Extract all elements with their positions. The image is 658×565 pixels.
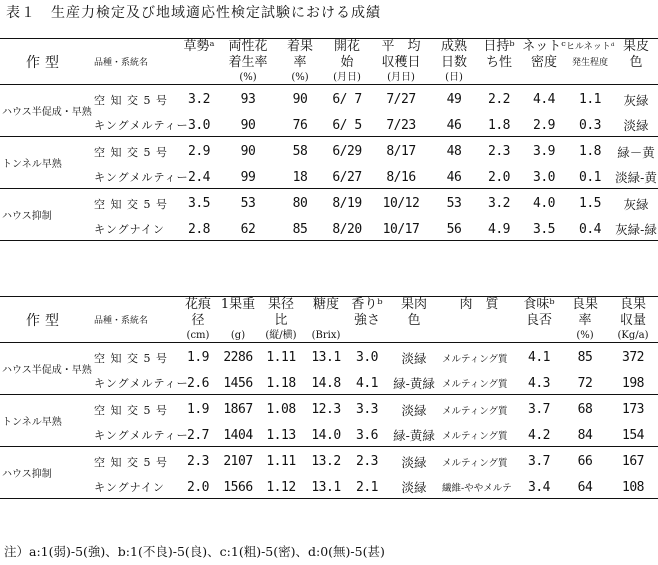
texture-value: メルティング質 [442,457,508,469]
cultivar-name: 空 知 交 5 号 [94,351,168,365]
aroma-value: 3.0 [356,350,378,366]
hermaphrodite-value: 62 [220,219,276,241]
header-yield-unit: (Kg/a) [617,330,649,341]
net-value: 3.5 [522,219,566,241]
ripening-value: 53 [446,196,462,212]
fruitset-value: 58 [292,144,308,160]
harvest-value: 7/23 [370,115,432,137]
taste-value: 3.7 [528,402,550,418]
flesh-color: 淡緑 [401,454,427,470]
rind-color: 灰緑 [623,196,649,212]
aroma-value: 3.3 [356,402,378,418]
hermaphrodite-value: 53 [240,196,256,212]
shelf-value: 4.9 [476,219,522,241]
ripening-value: 46 [432,167,476,189]
shelf-value: 1.8 [476,115,522,137]
rind-color: 灰緑 [623,92,649,108]
flowering-value: 6/ 5 [324,115,370,137]
crack-value: 1.5 [579,196,601,212]
yield-value: 198 [608,373,658,395]
header-flowering: 開花 [333,39,360,54]
aroma-value: 2.3 [356,454,378,470]
header-harvest-2: 収穫日 [381,55,421,70]
header-hermaphrodite-unit: (%) [239,72,257,83]
cultivar-name: 空 知 交 5 号 [94,197,168,211]
net-value: 3.9 [533,144,555,160]
header-scar-unit: (cm) [186,330,210,341]
crack-value: 1.1 [579,92,601,108]
net-value: 2.9 [522,115,566,137]
ripening-value: 49 [446,92,462,108]
net-value: 4.4 [533,92,555,108]
header-cultivar: 品種・系統名 [94,316,149,326]
texture-value: メルティング質 [442,405,508,417]
good-fruit-rate: 84 [562,425,608,447]
header-yield-2: 収量 [619,313,646,328]
header-shape-unit: (縦/横) [265,330,297,341]
taste-value: 4.3 [516,373,562,395]
cultivar-name: キングメルティー [90,373,178,395]
cultivation-type: トンネル早熟 [0,137,90,189]
brix-value: 13.2 [311,454,341,470]
yield-value: 108 [608,477,658,499]
flesh-color: 淡緑 [401,350,427,366]
cultivation-type: ハウス抑制 [0,447,90,499]
table-row [0,137,658,167]
cultivar-name: キングナイン [90,219,178,241]
flesh-color: 淡緑 [401,402,427,418]
yield-value: 154 [608,425,658,447]
shelf-value: 2.0 [476,167,522,189]
weight-value: 1867 [223,402,253,418]
header-scar-2: 径 [191,313,205,328]
fruitset-value: 90 [292,92,308,108]
texture-value: メルティング質 [442,425,516,447]
good-fruit-rate: 72 [562,373,608,395]
header-shape: 果径 [267,297,294,312]
header-hermaphrodite-2: 着生率 [228,55,268,70]
cultivar-name: キングナイン [90,477,178,499]
table-row [0,477,658,499]
header-taste-2: 良否 [525,313,552,328]
rind-color: 緑－黄 [617,144,655,160]
header-shape-2: 比 [274,313,288,328]
header-flowering-unit: (月日) [333,72,361,83]
weight-value: 1456 [218,373,258,395]
table-row [0,219,658,241]
header-vigor: 草勢ᵃ [183,39,215,54]
shape-value: 1.12 [258,477,304,499]
header-ripening-2: 日数 [440,55,467,70]
vigor-value: 3.0 [178,115,220,137]
header-brix: 糖度 [312,297,339,312]
cultivar-name: 空 知 交 5 号 [94,93,168,107]
fruitset-value: 76 [276,115,324,137]
good-fruit-rate: 68 [577,402,593,418]
texture-value: メルティング質 [442,353,508,365]
flesh-color: 緑-黄緑 [386,425,442,447]
harvest-value: 7/27 [386,92,416,108]
header-yield: 良果 [619,297,646,312]
vigor-value: 2.4 [178,167,220,189]
header-hermaphrodite: 両性花 [228,39,268,54]
vigor-value: 3.2 [188,92,210,108]
rind-color: 淡緑 [614,115,658,137]
taste-value: 3.7 [528,454,550,470]
header-texture: 肉 質 [459,297,499,312]
header-fruitset-2: 率 [293,55,307,70]
header-cultivar: 品種・系統名 [94,58,149,68]
header-weight: 1果重 [220,297,256,312]
ripening-value: 56 [432,219,476,241]
weight-value: 1404 [218,425,258,447]
header-net-2: 密度 [530,55,557,70]
header-harvest-unit: (月日) [387,72,415,83]
shape-value: 1.11 [266,350,296,366]
crack-value: 0.3 [566,115,614,137]
scar-value: 2.0 [178,477,218,499]
vigor-value: 2.8 [178,219,220,241]
hermaphrodite-value: 90 [220,115,276,137]
header-shelf: 日持ᵇ [483,39,515,54]
harvest-value: 8/16 [370,167,432,189]
header-flesh-2: 色 [407,313,421,328]
brix-value: 13.1 [304,477,348,499]
crack-value: 0.4 [566,219,614,241]
footnote: 注）a:1(弱)-5(強)、b:1(不良)-5(良)、c:1(粗)-5(密)、d:0(無)-5(甚) [4,544,385,559]
shelf-value: 2.2 [488,92,510,108]
cultivar-name: キングメルティー [90,167,178,189]
harvest-value: 10/17 [370,219,432,241]
flowering-value: 8/20 [324,219,370,241]
header-flesh: 果肉 [400,297,427,312]
header-ripening-unit: (日) [445,72,463,83]
aroma-value: 4.1 [348,373,386,395]
table-1 [0,38,658,241]
table-row [0,373,658,395]
table-row [0,425,658,447]
table-row [0,343,658,373]
flesh-color: 淡緑 [386,477,442,499]
flowering-value: 6/29 [332,144,362,160]
aroma-value: 2.1 [348,477,386,499]
yield-value: 372 [622,350,644,366]
good-fruit-rate: 66 [577,454,593,470]
net-value: 3.0 [522,167,566,189]
texture-value: 繊維-ややメルテ [442,477,516,499]
taste-value: 4.1 [528,350,550,366]
crack-value: 1.8 [579,144,601,160]
net-value: 4.0 [533,196,555,212]
header-aroma: 香りᵇ [351,297,383,312]
table-row [0,85,658,115]
header-harvest: 平 均 [381,39,421,54]
cultivation-type: ハウス半促成・早熟 [0,343,90,395]
cultivation-type: ハウス半促成・早熟 [0,85,90,137]
ripening-value: 48 [446,144,462,160]
header-taste: 食味ᵇ [523,297,555,312]
yield-value: 173 [622,402,644,418]
weight-value: 2107 [223,454,253,470]
scar-value: 1.9 [187,350,209,366]
hermaphrodite-value: 90 [240,144,256,160]
cultivar-name: 空 知 交 5 号 [94,403,168,417]
header-crack: ヒルネットᵈ [566,42,615,52]
good-fruit-rate: 64 [562,477,608,499]
header-crack-2: 発生程度 [571,58,608,68]
brix-value: 14.8 [304,373,348,395]
scar-value: 2.7 [178,425,218,447]
texture-value: メルティング質 [442,373,516,395]
header-good: 良果 [571,297,598,312]
header-brix-unit: (Brix) [311,330,341,341]
flowering-value: 6/27 [324,167,370,189]
taste-value: 4.2 [516,425,562,447]
flesh-color: 緑-黄緑 [386,373,442,395]
cultivation-type: ハウス抑制 [0,189,90,241]
shape-value: 1.11 [266,454,296,470]
header-ripening: 成熟 [440,39,467,54]
header-fruitset-unit: (%) [291,72,309,83]
yield-value: 167 [622,454,644,470]
taste-value: 3.4 [516,477,562,499]
cultivar-name: キングメルティー [90,115,178,137]
header-flowering-2: 始 [340,55,354,70]
harvest-value: 10/12 [382,196,420,212]
header-weight-unit: (g) [230,330,246,341]
aroma-value: 3.6 [348,425,386,447]
hermaphrodite-value: 99 [220,167,276,189]
brix-value: 14.0 [304,425,348,447]
table-title: 表１ 生産力検定及び地域適応性検定試験における成績 [6,5,381,21]
header-rind: 果皮 [622,39,649,54]
cultivar-name: 空 知 交 5 号 [94,455,168,469]
harvest-value: 8/17 [386,144,416,160]
table-row [0,447,658,477]
flowering-value: 6/ 7 [332,92,362,108]
fruitset-value: 18 [276,167,324,189]
table-2 [0,296,658,499]
shape-value: 1.08 [266,402,296,418]
shape-value: 1.18 [258,373,304,395]
scar-value: 1.9 [187,402,209,418]
flowering-value: 8/19 [332,196,362,212]
header-shelf-2: ち性 [485,55,512,70]
shelf-value: 2.3 [488,144,510,160]
vigor-value: 3.5 [188,196,210,212]
shape-value: 1.13 [258,425,304,447]
header-scar: 花痕 [184,297,211,312]
vigor-value: 2.9 [188,144,210,160]
fruitset-value: 80 [292,196,308,212]
table-row [0,167,658,189]
weight-value: 2286 [223,350,253,366]
scar-value: 2.6 [178,373,218,395]
header-net: ネットᶜ [522,39,566,54]
rind-color: 淡緑-黄 [614,167,658,189]
weight-value: 1566 [218,477,258,499]
header-good-2: 率 [578,313,592,328]
header-good-unit: (%) [576,330,594,341]
rind-color: 灰緑-緑 [614,219,658,241]
cultivar-name: 空 知 交 5 号 [94,145,168,159]
cultivar-name: キングメルティー [90,425,178,447]
hermaphrodite-value: 93 [240,92,256,108]
fruitset-value: 85 [276,219,324,241]
header-type: 作型 [26,54,64,71]
header-fruitset: 着果 [286,39,313,54]
ripening-value: 46 [432,115,476,137]
table-row [0,395,658,425]
table-row [0,189,658,219]
scar-value: 2.3 [187,454,209,470]
crack-value: 0.1 [566,167,614,189]
header-rind-2: 色 [629,55,643,70]
brix-value: 12.3 [311,402,341,418]
header-aroma-2: 強さ [353,313,380,328]
cultivation-type: トンネル早熟 [0,395,90,447]
shelf-value: 3.2 [488,196,510,212]
brix-value: 13.1 [311,350,341,366]
table-row [0,115,658,137]
good-fruit-rate: 85 [577,350,593,366]
header-type: 作型 [26,312,64,329]
